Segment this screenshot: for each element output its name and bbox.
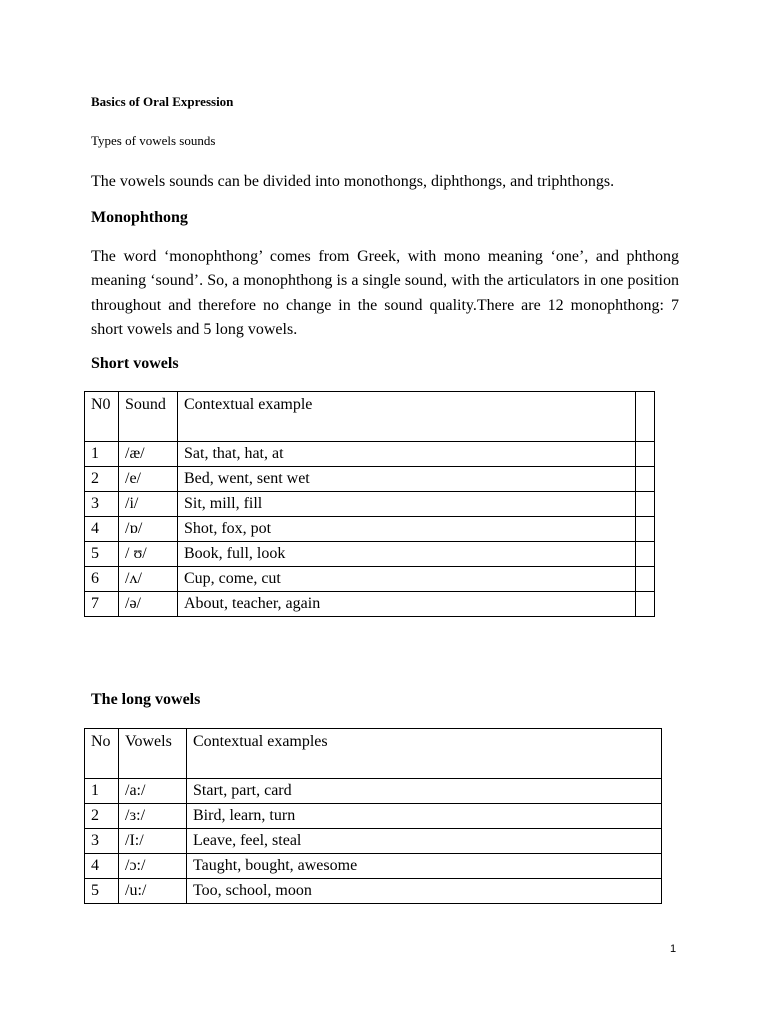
monophthong-heading: Monophthong [91, 209, 188, 226]
table-cell: Sat, that, hat, at [178, 442, 636, 467]
table-row [85, 854, 662, 879]
header-cell: Vowels [119, 729, 187, 779]
table-cell: Bed, went, sent wet [178, 467, 636, 492]
intro-paragraph: The vowels sounds can be divided into monothongs, diphthongs, and triphthongs. [91, 173, 615, 190]
header-cell: N0 [85, 392, 119, 442]
table-cell: /I:/ [119, 829, 187, 854]
table-cell: /a:/ [119, 779, 187, 804]
table-row [85, 829, 662, 854]
table-cell: 2 [85, 467, 119, 492]
table-cell: /ʌ/ [119, 567, 178, 592]
empty-cell [636, 492, 655, 517]
document-title: Basics of Oral Expression [91, 94, 234, 109]
empty-cell [636, 467, 655, 492]
page-number: 1 [670, 943, 677, 955]
table-cell: 4 [85, 517, 119, 542]
table-cell: / ʊ/ [119, 542, 178, 567]
table-header-row [85, 392, 655, 442]
header-cell: Sound [119, 392, 178, 442]
table-cell: Cup, come, cut [178, 567, 636, 592]
monophthong-paragraph: The word ‘monophthong’ comes from Greek, with mono meaning ‘one’, and phthong meaning ‘sound’. So, a monophthong is a single sound, with the articulators in one position throughout and therefore no change in the sound quality.There are 12 monophthong: 7 short vowels and 5 long vowels. [91, 248, 679, 339]
header-cell: Contextual examples [187, 729, 662, 779]
table-cell: 7 [85, 592, 119, 617]
table-cell: 3 [85, 492, 119, 517]
table-cell: Too, school, moon [187, 879, 662, 904]
table-cell: Taught, bought, awesome [187, 854, 662, 879]
table-cell: 5 [85, 879, 119, 904]
table-cell: 1 [85, 779, 119, 804]
header-cell: Contextual example [178, 392, 636, 442]
table-cell: 2 [85, 804, 119, 829]
table-row [85, 567, 655, 592]
table-row [85, 779, 662, 804]
table-cell: /ə/ [119, 592, 178, 617]
table-cell: Shot, fox, pot [178, 517, 636, 542]
table-cell: /i/ [119, 492, 178, 517]
empty-cell [636, 592, 655, 617]
empty-cell [636, 567, 655, 592]
empty-cell [636, 442, 655, 467]
long-vowels-heading: The long vowels [91, 691, 201, 708]
table-row [85, 517, 655, 542]
table-cell: /æ/ [119, 442, 178, 467]
table-cell: 3 [85, 829, 119, 854]
table-row [85, 492, 655, 517]
table-header-row [85, 729, 662, 779]
table-cell: Sit, mill, fill [178, 492, 636, 517]
table-row [85, 804, 662, 829]
table-cell: 1 [85, 442, 119, 467]
empty-cell [636, 517, 655, 542]
long-vowels-table [84, 728, 662, 904]
table-row [85, 467, 655, 492]
empty-cell [636, 392, 655, 442]
table-cell: /ɔ:/ [119, 854, 187, 879]
table-row [85, 442, 655, 467]
table-cell: 6 [85, 567, 119, 592]
table-cell: /ɜ:/ [119, 804, 187, 829]
table-cell: /ɒ/ [119, 517, 178, 542]
table-cell: 5 [85, 542, 119, 567]
table-row [85, 879, 662, 904]
table-cell: Bird, learn, turn [187, 804, 662, 829]
header-cell: No [85, 729, 119, 779]
table-cell: About, teacher, again [178, 592, 636, 617]
table-row [85, 592, 655, 617]
table-cell: /u:/ [119, 879, 187, 904]
table-cell: Leave, feel, steal [187, 829, 662, 854]
table-cell: 4 [85, 854, 119, 879]
short-vowels-heading: Short vowels [91, 355, 179, 372]
table-row [85, 542, 655, 567]
document-subtitle: Types of vowels sounds [91, 133, 216, 148]
empty-cell [636, 542, 655, 567]
table-cell: Book, full, look [178, 542, 636, 567]
short-vowels-table [84, 391, 655, 617]
table-cell: Start, part, card [187, 779, 662, 804]
table-cell: /e/ [119, 467, 178, 492]
